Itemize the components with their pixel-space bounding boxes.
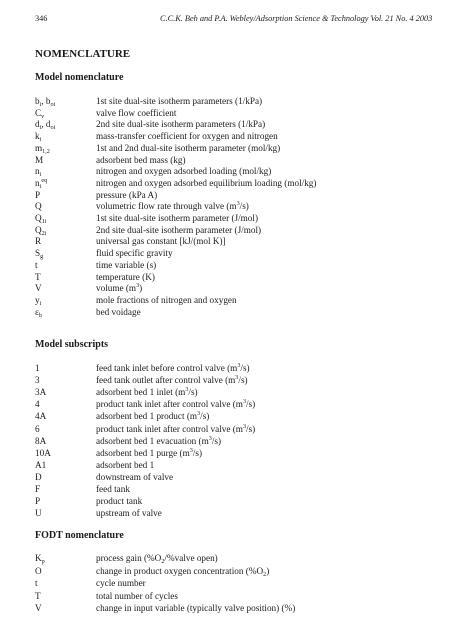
symbol: V [35, 283, 42, 294]
nomenclature-row [35, 460, 435, 471]
fodt-nomenclature-heading: FODT nomenclature [35, 530, 124, 541]
model-nomenclature-heading: Model nomenclature [35, 72, 124, 83]
definition: pressure (kPa A) [96, 189, 158, 200]
definition: feed tank outlet after control valve $(m^3/s)$ [96, 374, 248, 386]
nomenclature-row [35, 190, 435, 201]
symbol: V [35, 603, 42, 613]
definition: universal gas constant [kJ/(mol K)] [96, 236, 226, 247]
symbol: $d_i$, $d_{oi}$ [35, 119, 56, 132]
definition: product tank inlet after control valve $(m^3/s)$ [96, 422, 256, 434]
symbol: 6 [35, 423, 40, 434]
symbol: 8A [35, 435, 47, 446]
definition: adsorbent bed 1 inlet $(m^3/s)$ [96, 386, 198, 398]
nomenclature-row [35, 496, 435, 507]
nomenclature-row [35, 96, 435, 107]
symbol: Q [35, 201, 42, 212]
definition: 1st and 2nd dual-site isotherm parameter (mol/kg) [96, 142, 281, 153]
definition: bed voidage [96, 306, 141, 317]
symbol: t [35, 578, 38, 588]
nomenclature-row [35, 248, 435, 259]
symbol: 4 [35, 399, 40, 410]
symbol: O [35, 565, 42, 576]
definition: fluid specific gravity [96, 248, 173, 259]
definition: product tank inlet after control valve $(m^3/s)$ [96, 398, 256, 410]
nomenclature-row [35, 603, 435, 614]
nomenclature-row [35, 178, 435, 189]
nomenclature-row [35, 225, 435, 236]
nomenclature-row [35, 566, 435, 577]
nomenclature-row [35, 143, 435, 154]
symbol: A1 [35, 459, 47, 470]
page-number: 346 [35, 14, 48, 23]
nomenclature-row [35, 399, 435, 410]
definition: nitrogen and oxygen adsorbed equilibrium loading (mol/kg) [96, 177, 317, 188]
nomenclature-row [35, 155, 435, 166]
nomenclature-row [35, 591, 435, 602]
symbol: R [35, 236, 42, 247]
symbol: F [35, 484, 41, 494]
nomenclature-row [35, 131, 435, 142]
definition: temperature (K) [96, 271, 155, 282]
nomenclature-row [35, 436, 435, 447]
nomenclature-row [35, 375, 435, 386]
symbol: $n_i$ [35, 166, 42, 179]
symbol: T [35, 271, 41, 282]
nomenclature-row [35, 166, 435, 177]
definition: mass-transfer coefficient for oxygen and nitrogen [96, 131, 278, 142]
definition: feed tank inlet before control valve $(m^3/s)$ [96, 362, 250, 373]
nomenclature-row [35, 411, 435, 422]
symbol: t [35, 259, 38, 270]
definition: adsorbent bed mass (kg) [96, 154, 186, 165]
nomenclature-row [35, 260, 435, 271]
definition: valve flow coefficient [96, 107, 177, 118]
symbol: $Q_{1i}$ [35, 213, 47, 225]
nomenclature-row [35, 553, 435, 564]
symbol: $K_p$ [35, 553, 45, 565]
running-header: C.C.K. Beh and P.A. Webley/Adsorption Science & Technology Vol. 21 No. 4 2003 [160, 14, 433, 23]
nomenclature-row [35, 578, 435, 589]
nomenclature-row [35, 108, 435, 119]
definition: adsorbent bed 1 evacuation $(m^3/s)$ [96, 434, 222, 446]
symbol: $S_g$ [35, 248, 44, 261]
nomenclature-title: NOMENCLATURE [35, 48, 131, 60]
definition: upstream of valve [96, 508, 162, 519]
definition: time variable (s) [96, 259, 157, 270]
definition: downstream of valve [96, 471, 174, 482]
definition: adsorbent bed 1 product $(m^3/s)$ [96, 410, 210, 422]
symbol: D [35, 471, 42, 482]
nomenclature-row [35, 119, 435, 130]
symbol: 3 [35, 375, 40, 386]
symbol: U [35, 508, 42, 519]
symbol: $b_i$, $b_{oi}$ [35, 96, 56, 108]
nomenclature-row [35, 283, 435, 294]
definition: feed tank [96, 484, 130, 494]
nomenclature-row [35, 201, 435, 212]
nomenclature-row [35, 295, 435, 306]
definition: volume $(m^3)$ [96, 282, 143, 294]
definition: change in product oxygen concentration $(\%O_2)$ [96, 565, 270, 578]
symbol: $Q_{2i}$ [35, 224, 47, 237]
definition: 2nd site dual-site isotherm parameters (1/kPa) [96, 119, 266, 130]
nomenclature-row [35, 484, 435, 495]
nomenclature-row [35, 448, 435, 459]
nomenclature-row [35, 424, 435, 435]
definition: adsorbent bed 1 [96, 459, 155, 470]
symbol: $\varepsilon_b$ [35, 306, 42, 319]
symbol: 3A [35, 387, 47, 398]
nomenclature-row [35, 213, 435, 224]
definition: process gain ($\%O_2/\%valve$ open) [96, 553, 218, 565]
symbol: 10A [35, 447, 51, 458]
definition: product tank [96, 496, 143, 507]
nomenclature-row [35, 272, 435, 283]
definition: 1st site dual-site isotherm parameters (1/kPa) [96, 96, 263, 106]
symbol: $y_i$ [35, 294, 42, 307]
nomenclature-row [35, 472, 435, 483]
symbol: $n_i^{eq}$ [35, 176, 48, 190]
definition: change in input variable (typically valve position) (%) [96, 603, 296, 613]
definition: mole fractions of nitrogen and oxygen [96, 294, 237, 305]
symbol: 4A [35, 411, 47, 422]
nomenclature-row [35, 363, 435, 374]
symbol: $k_i$ [35, 131, 42, 144]
nomenclature-row [35, 387, 435, 398]
definition: 1st site dual-site isotherm parameter (J/mol) [96, 213, 259, 223]
nomenclature-row [35, 236, 435, 247]
definition: volumetric flow rate through valve $(m^3/s)$ [96, 200, 249, 212]
symbol: T [35, 590, 41, 601]
model-subscripts-heading: Model subscripts [35, 339, 109, 350]
symbol: 1 [35, 363, 40, 373]
symbol: P [35, 189, 41, 200]
symbol: P [35, 496, 41, 507]
definition: nitrogen and oxygen adsorbed loading (mol/kg) [96, 166, 272, 177]
nomenclature-row [35, 307, 435, 318]
definition: cycle number [96, 578, 146, 588]
symbol: $m_{1,2}$ [35, 142, 50, 155]
definition: 2nd site dual-site isotherm parameter (J/mol) [96, 224, 262, 235]
nomenclature-row [35, 508, 435, 519]
symbol: M [35, 154, 44, 165]
definition: total number of cycles [96, 590, 178, 601]
symbol: $C_v$ [35, 107, 45, 120]
definition: adsorbent bed 1 purge $(m^3/s)$ [96, 446, 203, 458]
